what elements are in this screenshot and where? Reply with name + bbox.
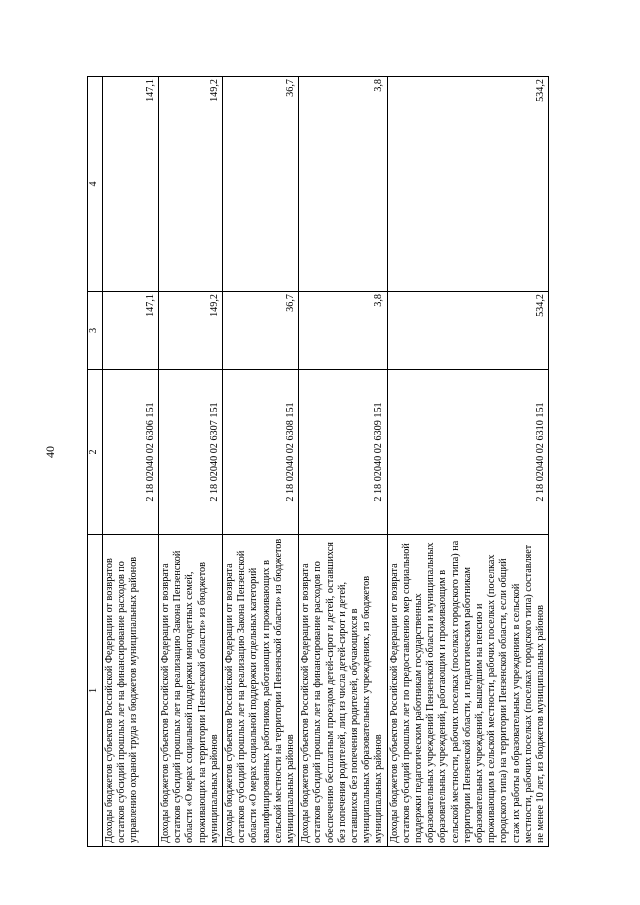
row-value-col3: 149,2: [159, 292, 223, 370]
row-value-col3: 534,2: [387, 292, 549, 370]
column-header: 2: [88, 370, 103, 535]
row-value-col4: 147,1: [103, 77, 159, 292]
column-header: 3: [88, 292, 103, 370]
table-row: [159, 77, 223, 847]
row-value-col3: 36,7: [223, 292, 299, 370]
row-value-col4: 534,2: [387, 77, 549, 292]
row-code: 2 18 02040 02 6308 151: [223, 370, 299, 535]
row-description: Доходы бюджетов субъектов Российской Федерации от возврата остатков субсидий прошлых лет по предоставлению мер социальной поддержки педагогическим работникам государственных образовательных учреждений Пензенской области и муниципальных образовательных учреждений, работающим и проживающим в сельской местности, рабочих поселках (поселках городского типа) на территории Пензенской области, и педагогическим работникам образовательных учреждений, вышедшим на пенсию и проживающим в сельской местности, рабочих поселках (поселках городского типа) на территории Пензенской области, если общий стаж их работы в образовательных учреждениях в сельской местности, рабочих поселках (поселках городского типа) составляет не менее 10 лет, из бюджетов муниципальных районов: [387, 535, 549, 847]
row-description: Доходы бюджетов субъектов Российской Федерации от возврата остатков субсидий прошлых лет на финансирование расходов по обеспечению бесплатным проездом детей-сирот и детей, оставшихся без попечения родителей, лиц из числа детей-сирот и детей, оставшихся без попечения родителей, обучающихся в муниципальных образовательных учреждениях, из бюджетов муниципальных районов: [299, 535, 387, 847]
column-header: 4: [88, 77, 103, 292]
column-header: 1: [88, 535, 103, 847]
row-value-col4: 149,2: [159, 77, 223, 292]
row-value-col4: 3,8: [299, 77, 387, 292]
row-description: Доходы бюджетов субъектов Российской Федерации от возврата остатков субсидий прошлых лет на реализацию Закона Пензенской области «О мерах социальной поддержки отдельных категорий квалифицированных работников, работающих и проживающих в сельской местности на территории Пензенской области» из бюджетов муниципальных районов: [223, 535, 299, 847]
row-value-col4: 36,7: [223, 77, 299, 292]
row-description: Доходы бюджетов субъектов Российской Федерации от возврата остатков субсидий прошлых лет на реализацию Закона Пензенской области «О мерах социальной поддержки многодетных семей, проживающих на территории Пензенской области» из бюджетов муниципальных районов: [159, 535, 223, 847]
revenue-table: [87, 76, 549, 847]
table-row: [223, 77, 299, 847]
row-code: 2 18 02040 02 6307 151: [159, 370, 223, 535]
table-row: [103, 77, 159, 847]
row-code: 2 18 02040 02 6309 151: [299, 370, 387, 535]
row-code: 2 18 02040 02 6306 151: [103, 370, 159, 535]
row-code: 2 18 02040 02 6310 151: [387, 370, 549, 535]
row-value-col3: 3,8: [299, 292, 387, 370]
page-number: 40: [43, 446, 57, 458]
row-value-col3: 147,1: [103, 292, 159, 370]
row-description: Доходы бюджетов субъектов Российской Федерации от возвратов остатков субсидий прошлых лет на финансирование расходов по управлению охраной труда из бюджетов муниципальных районов: [103, 535, 159, 847]
table-row: [387, 77, 549, 847]
rotated-page: [87, 77, 545, 847]
table-header-row: [88, 77, 103, 847]
table-row: [299, 77, 387, 847]
